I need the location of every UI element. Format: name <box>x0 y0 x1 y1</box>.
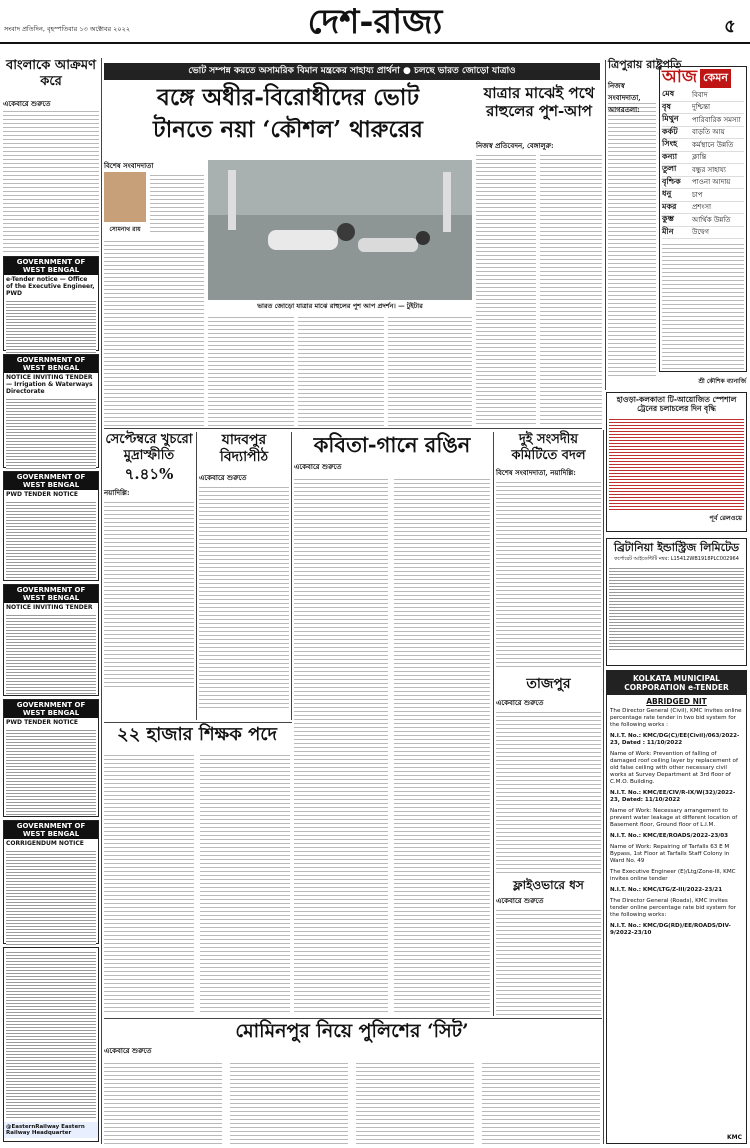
horoscope-row <box>662 114 744 127</box>
rahul-body-col2 <box>540 152 602 426</box>
teacher-story <box>104 724 290 1014</box>
author-caption: সোমনাথ রায় <box>109 226 141 233</box>
committee-headline: দুই সংসদীয় কমিটিতে বদল <box>511 432 586 463</box>
govt-notice <box>3 699 99 817</box>
horoscope-text: বিবাদ <box>692 90 708 99</box>
kmc-tender-item: N.I.T. No.: KMC/EE/ROADS/2022-23/03 <box>610 832 729 839</box>
kmc-subtitle: ABRIDGED NIT <box>646 697 707 706</box>
train-notice <box>606 392 747 532</box>
horoscope-row <box>662 202 744 215</box>
lead-headline-line1: বঙ্গে অধীর-বিরোধীদের ভোট <box>157 84 419 111</box>
flyover-story <box>496 878 601 1018</box>
govt-notice-body: NOTICE INVITING TENDER — Irrigation & Waterways Directorate <box>6 374 93 395</box>
tripura-body <box>608 80 656 380</box>
horoscope-text: ক্লান্তি <box>692 153 707 162</box>
kmc-tender-item: N.I.T. No.: KMC/DG(RD)/EE/ROADS/DIV-9/2022-23/10 <box>610 922 731 936</box>
kmc-tender <box>606 670 747 1144</box>
lead-body-col2 <box>208 314 294 426</box>
kobita-headline: কবিতা-গানে রঙিন <box>313 432 471 457</box>
horoscope-row <box>662 227 744 240</box>
horoscope-text: আর্থিক উন্নতি <box>692 215 731 224</box>
horoscope-text: প্রশংসা <box>692 203 712 212</box>
rahul-pushup-photo <box>208 160 472 300</box>
horoscope-sign: কুম্ভ <box>662 213 674 224</box>
govt-notice <box>3 354 99 468</box>
govt-notice <box>3 471 99 581</box>
tripura-byline: নিজস্ব সংবাদদাতা, আগরতলা: <box>608 81 641 114</box>
govt-notice-body: e-Tender notice — Office of the Executive Engineer, PWD <box>6 276 95 297</box>
flyover-headline: ফ্লাইওভারে ধস <box>513 878 584 892</box>
horoscope-sign: সিংহ <box>662 138 678 149</box>
inflation-headline: সেপ্টেম্বরে খুচরো মুদ্রাস্ফীতি <box>105 432 193 463</box>
horoscope-title-right: কেমন <box>700 69 731 88</box>
mominpur-headline: মোমিনপুর নিয়ে পুলিশের ‘সিট’ <box>235 1020 469 1042</box>
lead-body-col1 <box>150 172 204 234</box>
train-notice-headline: হাওড়া-কলকাতা টি-আয়োজিত স্পেশাল ট্রেনের চলাচলের দিন বৃদ্ধি <box>616 395 737 413</box>
govt-notice-body: CORRIGENDUM NOTICE <box>6 840 84 847</box>
govt-notice-title: GOVERNMENT OF WEST BENGAL <box>4 821 98 839</box>
left-column <box>3 58 99 1144</box>
tripura-note: শ্রী কৌশিক ব্যানার্জি <box>698 378 746 385</box>
horoscope-sign: কর্কট <box>662 125 678 136</box>
jadavpur-headline: যাদবপুর বিদ্যাপীঠ <box>219 432 269 465</box>
horoscope-text: উদ্বেগ <box>692 228 710 237</box>
horoscope-sign: মকর <box>662 200 677 211</box>
lead-story <box>104 84 472 426</box>
pushup-photo-illustration <box>208 160 472 300</box>
inflation-byline: নয়াদিল্লি: <box>104 488 130 498</box>
horoscope-text: বন্ধুর সাহায্য <box>692 165 726 174</box>
lead-body-col1b <box>104 238 204 426</box>
kmc-tender-item: N.I.T. No.: KMC/LTG/Z-III/2022-23/21 <box>610 886 723 893</box>
britannia-subtitle: কর্পোরেট আইডেন্টিটি নম্বর: L15412WB1918PLC002964 <box>614 556 739 563</box>
masthead <box>0 0 750 50</box>
govt-notice <box>3 584 99 696</box>
horoscope-sign: বৃষ <box>662 100 671 111</box>
govt-notice-body: PWD TENDER NOTICE <box>6 491 79 498</box>
inflation-story <box>104 432 194 722</box>
horoscope-box <box>659 66 747 372</box>
page-number: ৫ <box>724 16 736 37</box>
horoscope-row <box>662 102 744 115</box>
kmc-footer: KMC <box>726 1134 742 1141</box>
horoscope-sign: কন্যা <box>662 150 678 161</box>
top-banner: ভোট সম্পন্ন করতে অসামরিক বিমান মন্ত্রকের সাহায্য প্রার্থনা ● চলছে ভারত জোড়ো যাত্রাও <box>104 63 600 80</box>
lead-body-col3 <box>298 314 384 426</box>
tajpur-byline: একেবারে শুরুতে <box>496 697 544 707</box>
rahul-body-col1 <box>476 152 536 426</box>
lead-headline-line2: টানতে নয়া ‘কৌশল’ থারুরের <box>153 115 423 143</box>
committee-story <box>496 432 601 672</box>
horoscope-sign: মীন <box>662 225 674 236</box>
rahul-byline: নিজস্ব প্রতিবেদন, বেঙ্গালুরু: <box>476 141 554 150</box>
tripura-headline: ত্রিপুরায় রাষ্ট্রপতি <box>608 58 682 71</box>
govt-notice <box>3 256 99 351</box>
mominpur-story <box>104 1020 600 1144</box>
horoscope-text: পারিবারিক সমস্যা <box>692 115 741 124</box>
left-column-headline: বাংলাকে আক্রমণ করে <box>5 58 96 89</box>
jadavpur-story <box>199 432 289 722</box>
govt-notice-title: GOVERNMENT OF WEST BENGAL <box>4 257 98 275</box>
govt-notice-title: GOVERNMENT OF WEST BENGAL <box>4 585 98 603</box>
kmc-tender-item: Name of Work: Repairing of Tarfalls 63 E M Bypass, 1st Floor at Tarfalls Staff Colony in Ward No. 49 <box>610 843 730 864</box>
govt-notice-title: GOVERNMENT OF WEST BENGAL <box>4 472 98 490</box>
govt-notice-title: GOVERNMENT OF WEST BENGAL <box>4 700 98 718</box>
kmc-tender-item: The Director General (Civil), KMC invites online percentage rate tender in two bid system for the following works : <box>610 708 742 728</box>
rahul-story <box>476 84 602 426</box>
horoscope-row <box>662 139 744 152</box>
horoscope-title-left: আজ <box>662 67 698 87</box>
committee-byline: বিশেষ সংবাদদাতা, নয়াদিল্লি: <box>496 468 576 478</box>
horoscope-row <box>662 152 744 165</box>
britannia-title: ব্রিটানিয়া ইন্ডাস্ট্রিজ লিমিটেড <box>613 541 740 554</box>
masthead-date: সংবাদ প্রতিদিন, বৃহস্পতিবার ১৩ অক্টোবর ২০২২ <box>4 25 131 33</box>
horoscope-text: কর্মস্থানে উন্নতি <box>692 140 734 149</box>
govt-notice-body: PWD TENDER NOTICE <box>6 719 79 726</box>
horoscope-row <box>662 89 744 102</box>
kmc-tender-item: Name of Work: Prevention of falling of damaged roof ceiling layer by replacement of old false ceiling with other necessary civil works at Survey Department at 3rd floor of C.M.O. Building. <box>610 750 738 785</box>
mominpur-byline: একেবারে শুরুতে <box>104 1045 152 1055</box>
govt-notice-title: GOVERNMENT OF WEST BENGAL <box>4 355 98 373</box>
govt-notice <box>3 820 99 944</box>
section-title: দেশ-রাজ্য <box>307 2 443 42</box>
govt-notice-body: NOTICE INVITING TENDER <box>6 604 93 611</box>
horoscope-row <box>662 177 744 190</box>
kmc-tender-item: The Director General (Roads), KMC invites tender online percentage rate bid system for the following works: <box>610 897 736 918</box>
photo-caption: ভারত জোড়ো যাত্রার মাঝে রাহুলের পুশ আপ প্রদর্শন। — টুইটার <box>257 302 423 310</box>
horoscope-sign: মিথুন <box>662 113 679 124</box>
horoscope-sign: মেষ <box>662 88 675 99</box>
horoscope-sign: তুলা <box>662 163 677 174</box>
left-column-byline: একেবারে শুরুতে <box>3 99 51 108</box>
train-notice-footer: পূর্ব রেলওয়ে <box>709 514 742 522</box>
railway-ad-footer: @EasternRailway Eastern Railway Headquarter <box>4 1122 98 1138</box>
horoscope-list <box>662 89 744 239</box>
horoscope-row <box>662 214 744 227</box>
kobita-byline: একেবারে শুরুতে <box>294 462 342 472</box>
horoscope-sign: বৃশ্চিক <box>662 175 681 186</box>
railway-ad <box>3 947 99 1142</box>
horoscope-text: চাপ <box>692 190 703 199</box>
kmc-title: KOLKATA MUNICIPAL CORPORATION e-TENDER <box>607 671 746 695</box>
kmc-tender-item: Name of Work: Necessary arrangement to prevent water leakage at different location of Basement floor, Ground floor of L.I.M. <box>610 807 738 828</box>
kmc-items <box>607 708 746 937</box>
horoscope-sign: ধনু <box>662 188 672 199</box>
lead-body-col4 <box>388 314 472 426</box>
left-column-body <box>3 108 99 254</box>
teacher-headline: ২২ হাজার শিক্ষক পদে <box>117 724 277 745</box>
author-photo <box>104 172 146 222</box>
britannia-ad <box>606 538 747 666</box>
horoscope-text: পাওনা আদায় <box>692 178 731 187</box>
tajpur-headline: তাজপুর <box>526 676 571 692</box>
inflation-figure: ৭.৪১% <box>124 465 174 484</box>
kmc-tender-item: N.I.T. No.: KMC/DG(C)/EE(Civil)/063/2022-23, Dated : 11/10/2022 <box>610 732 740 746</box>
kmc-tender-item: The Executive Engineer (E)/Ltg/Zone-III, KMC invites online tender <box>610 868 736 882</box>
horoscope-text: দুশ্চিন্তা <box>692 103 711 112</box>
horoscope-row <box>662 189 744 202</box>
flyover-byline: একেবারে শুরুতে <box>496 896 544 906</box>
horoscope-text: বাড়তি আয় <box>692 128 725 137</box>
tajpur-story <box>496 676 601 876</box>
horoscope-row <box>662 164 744 177</box>
kmc-tender-item: N.I.T. No.: KMC/EE/CIV/R-IX/W(32)/2022-23, Dated: 11/10/2022 <box>610 789 736 803</box>
jadavpur-byline: একেবারে শুরুতে <box>199 472 247 482</box>
lead-byline: বিশেষ সংবাদদাতা <box>104 161 154 170</box>
rahul-headline: যাত্রার মাঝেই পথে রাহুলের পুশ-আপ <box>483 84 595 120</box>
horoscope-row <box>662 127 744 140</box>
